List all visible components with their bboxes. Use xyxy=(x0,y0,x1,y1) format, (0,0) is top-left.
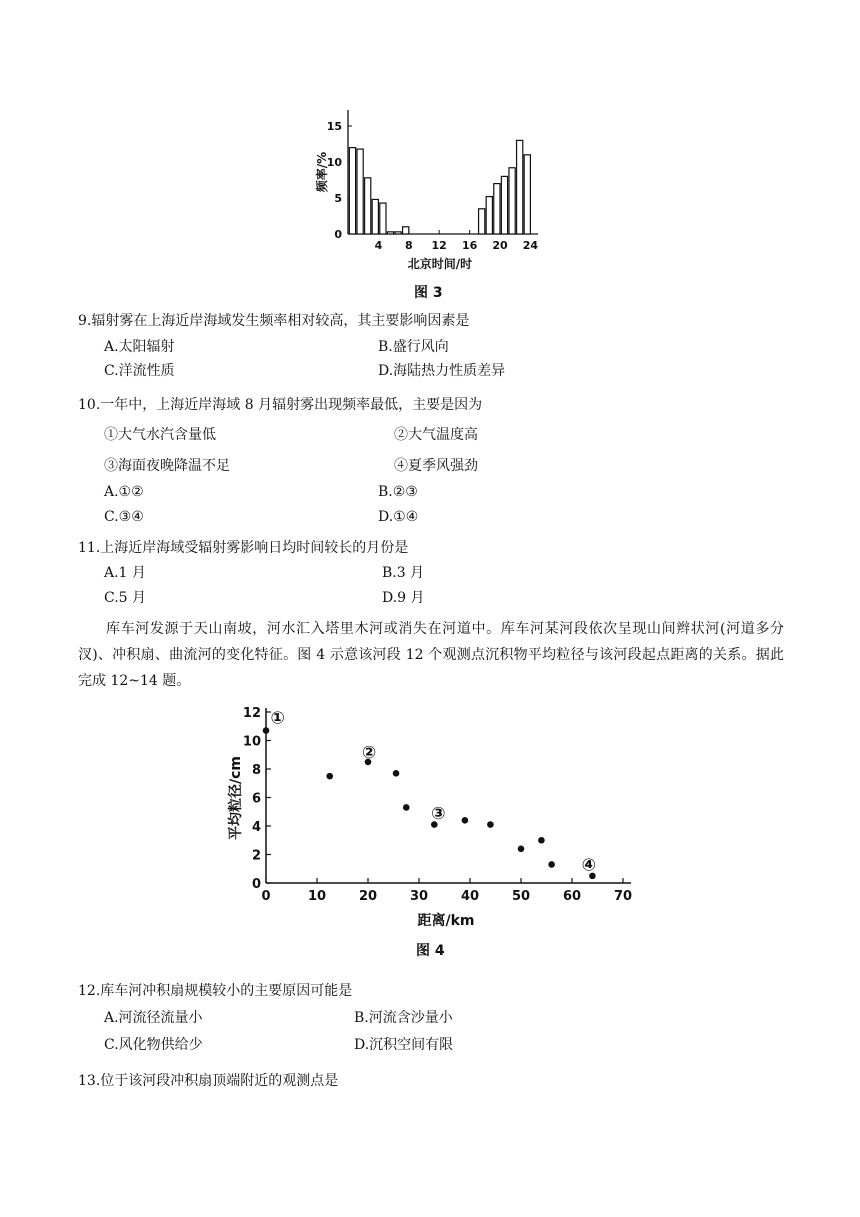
bar xyxy=(517,140,523,234)
q13-stem: 13.位于该河段冲积扇顶端附近的观测点是 xyxy=(78,1073,339,1089)
x-tick-label: 30 xyxy=(409,889,429,904)
x-tick-label: 40 xyxy=(460,889,480,904)
bar xyxy=(372,199,378,234)
x-tick-label: 24 xyxy=(522,239,539,252)
data-point xyxy=(487,821,494,828)
data-point xyxy=(518,846,525,853)
q12-option-d: D.沉积空间有限 xyxy=(354,1037,454,1053)
y-axis-label: 频率/% xyxy=(315,151,329,193)
y-tick-label: 10 xyxy=(326,156,342,169)
q10-stem: 10.一年中，上海近岸海域 8 月辐射雾出现频率最低，主要是因为 xyxy=(78,397,483,413)
bar xyxy=(494,184,500,234)
bar xyxy=(501,176,507,234)
q11-stem: 11.上海近岸海域受辐射雾影响日均时间较长的月份是 xyxy=(78,540,409,556)
q12-option-a: A.河流径流量小 xyxy=(104,1010,203,1026)
q12-stem: 12.库车河冲积扇规模较小的主要原因可能是 xyxy=(78,983,353,999)
q10-option-d: D.①④ xyxy=(378,509,419,525)
q11-option-a: A.1 月 xyxy=(104,565,146,581)
q12-option-b: B.河流含沙量小 xyxy=(354,1010,453,1026)
y-axis-label: 平均粒径/cm xyxy=(228,756,244,840)
q11-option-d: D.9 月 xyxy=(382,590,425,606)
figure4-caption: 图 4 xyxy=(416,943,445,959)
bar xyxy=(479,209,485,234)
x-tick-label: 12 xyxy=(431,239,447,252)
y-tick-label: 10 xyxy=(242,734,261,750)
bar xyxy=(395,232,401,234)
bar xyxy=(486,197,492,234)
data-point xyxy=(393,770,400,777)
point-annotation: ③ xyxy=(431,804,446,825)
x-tick-label: 4 xyxy=(374,239,383,252)
x-tick-label: 16 xyxy=(461,239,478,252)
y-tick-label: 0 xyxy=(334,228,342,241)
y-tick-label: 2 xyxy=(251,848,261,864)
y-tick-label: 5 xyxy=(334,192,342,205)
y-tick-label: 12 xyxy=(242,706,261,721)
x-tick-label: 70 xyxy=(613,889,633,904)
q11-option-b: B.3 月 xyxy=(382,565,425,581)
q9-option-a: A.太阳辐射 xyxy=(104,339,175,355)
data-point xyxy=(548,861,555,868)
q9-stem: 9.辐射雾在上海近岸海域发生频率相对较高，其主要影响因素是 xyxy=(78,313,470,329)
x-tick-label: 60 xyxy=(562,889,582,904)
point-annotation: ④ xyxy=(581,855,597,876)
q10-option-a: A.①② xyxy=(104,484,144,500)
figure3-caption: 图 3 xyxy=(414,285,443,301)
y-tick-label: 8 xyxy=(251,763,261,778)
x-tick-label: 8 xyxy=(404,239,413,252)
q10-option-b: B.②③ xyxy=(378,484,418,500)
y-tick-label: 6 xyxy=(251,791,261,807)
y-tick-label: 15 xyxy=(326,120,342,133)
q9-option-c: C.洋流性质 xyxy=(104,363,175,379)
x-tick-label: 10 xyxy=(307,889,327,904)
x-tick-label: 20 xyxy=(358,889,378,904)
passage: 库车河发源于天山南坡，河水汇入塔里木河或消失在河道中。库车河某河段依次呈现山间辫状河(河道多分汊)、冲积扇、曲流河的变化特征。图 4 示意该河段 12 个观测点沉积物平均粒径与该河段起点距离的关系。据此完成 12~14 题。 xyxy=(78,621,784,689)
data-point xyxy=(538,837,545,844)
bar xyxy=(509,168,515,234)
data-point xyxy=(462,817,469,824)
q10-statement-2: ②大气温度高 xyxy=(394,427,478,443)
data-point xyxy=(403,804,410,811)
q11-option-c: C.5 月 xyxy=(104,590,147,606)
data-point xyxy=(263,727,270,734)
x-tick-label: 20 xyxy=(492,239,508,252)
y-tick-label: 0 xyxy=(251,877,261,892)
y-tick-label: 4 xyxy=(251,820,261,835)
q12-option-c: C.风化物供给少 xyxy=(104,1037,203,1053)
x-tick-label: 0 xyxy=(261,889,271,904)
q10-statement-4: ④夏季风强劲 xyxy=(394,458,478,474)
figure4-scatter-chart xyxy=(222,700,642,932)
x-axis-label: 距离/km xyxy=(417,913,475,929)
data-point xyxy=(326,773,333,780)
q9-option-b: B.盛行风向 xyxy=(378,339,449,355)
bar xyxy=(403,227,409,234)
q10-option-c: C.③④ xyxy=(104,509,144,525)
bar xyxy=(380,203,386,234)
q9-option-d: D.海陆热力性质差异 xyxy=(378,363,506,379)
bar xyxy=(365,178,371,234)
bar xyxy=(349,148,355,234)
point-annotation: ① xyxy=(270,708,285,729)
x-tick-label: 50 xyxy=(511,889,531,904)
q10-statement-1: ①大气水汽含量低 xyxy=(104,427,216,443)
bar xyxy=(387,232,393,234)
figure3-bar-chart xyxy=(300,100,560,275)
x-axis-label: 北京时间/时 xyxy=(407,257,473,271)
bar xyxy=(524,155,530,234)
bar xyxy=(357,149,363,234)
point-annotation: ② xyxy=(361,742,377,763)
q10-statement-3: ③海面夜晚降温不足 xyxy=(104,458,230,474)
